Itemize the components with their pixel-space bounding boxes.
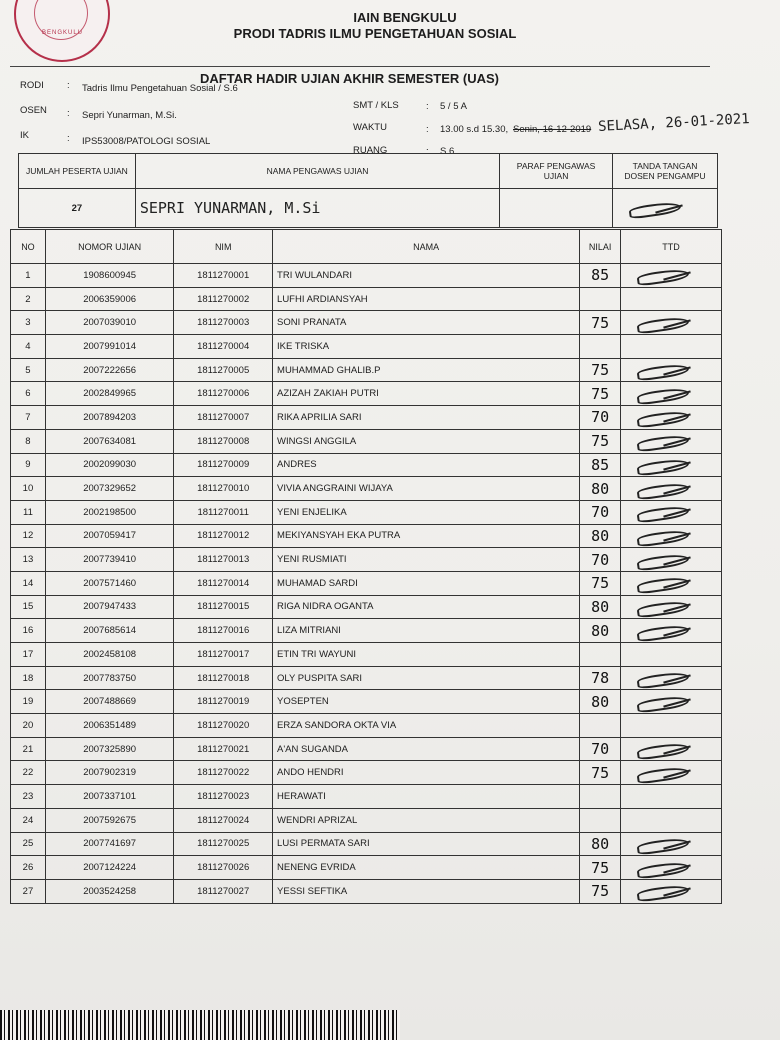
- row-ttd: [621, 358, 722, 382]
- row-no: 17: [11, 643, 46, 667]
- table-row: [11, 666, 722, 690]
- table-row: [11, 643, 722, 667]
- row-nomor-ujian: 2007571460: [45, 571, 173, 595]
- row-nim: 1811270001: [174, 264, 273, 288]
- row-ttd: [621, 382, 722, 406]
- mk-label: IK: [20, 130, 29, 141]
- row-nama: NENENG EVRIDA: [273, 856, 580, 880]
- mk-value: IPS53008/PATOLOGI SOSIAL: [82, 136, 211, 147]
- row-ttd: [621, 832, 722, 856]
- row-nim: 1811270026: [174, 856, 273, 880]
- table-row: [11, 524, 722, 548]
- row-no: 18: [11, 666, 46, 690]
- row-nim: 1811270012: [174, 524, 273, 548]
- row-nama: MUHAMMAD GHALIB.P: [273, 358, 580, 382]
- row-nomor-ujian: 2002198500: [45, 500, 173, 524]
- row-no: 24: [11, 808, 46, 832]
- row-nim: 1811270016: [174, 619, 273, 643]
- row-nilai: 70: [580, 500, 621, 524]
- table-row: [11, 358, 722, 382]
- row-nomor-ujian: 2007337101: [45, 785, 173, 809]
- signature-mark: [633, 410, 703, 424]
- row-nilai: 75: [580, 571, 621, 595]
- row-nama: ERZA SANDORA OKTA VIA: [273, 714, 580, 738]
- signature-mark: [633, 624, 703, 638]
- row-nilai: 75: [580, 311, 621, 335]
- row-nama: RIGA NIDRA OGANTA: [273, 595, 580, 619]
- row-nama: LUSI PERMATA SARI: [273, 832, 580, 856]
- row-ttd: [621, 595, 722, 619]
- signature-mark: [633, 268, 703, 282]
- row-nilai: 80: [580, 595, 621, 619]
- signature-mark: [633, 434, 703, 448]
- logo-text: BENGKULU: [42, 30, 84, 36]
- row-nama: AZIZAH ZAKIAH PUTRI: [273, 382, 580, 406]
- waktu-handwritten-date: SELASA, 26-01-2021: [597, 111, 751, 135]
- signature-mark: [633, 742, 703, 756]
- row-nim: 1811270003: [174, 311, 273, 335]
- table-row: [11, 690, 722, 714]
- signature-mark: [633, 458, 703, 472]
- row-no: 3: [11, 311, 46, 335]
- department-name: PRODI TADRIS ILMU PENGETAHUAN SOSIAL: [233, 26, 517, 41]
- row-nim: 1811270023: [174, 785, 273, 809]
- row-nama: LUFHI ARDIANSYAH: [273, 287, 580, 311]
- barcode-icon: [0, 1010, 400, 1040]
- row-nim: 1811270007: [174, 406, 273, 430]
- row-nim: 1811270014: [174, 571, 273, 595]
- row-nilai: 80: [580, 832, 621, 856]
- row-nim: 1811270018: [174, 666, 273, 690]
- row-no: 25: [11, 832, 46, 856]
- row-no: 26: [11, 856, 46, 880]
- row-ttd: [621, 690, 722, 714]
- row-nomor-ujian: 2007634081: [45, 429, 173, 453]
- table-row: [11, 737, 722, 761]
- ruang-colon: :: [426, 146, 429, 157]
- prodi-label: RODI: [20, 80, 44, 91]
- exam-summary-table: [18, 153, 718, 228]
- col-ttd: TTD: [621, 230, 722, 264]
- row-nim: 1811270015: [174, 595, 273, 619]
- table-row: [11, 595, 722, 619]
- table-row: [11, 619, 722, 643]
- row-nomor-ujian: 2006359006: [45, 287, 173, 311]
- attendance-rows: [11, 264, 722, 904]
- row-nilai: 80: [580, 524, 621, 548]
- table-row: [11, 264, 722, 288]
- table-row: [11, 856, 722, 880]
- row-nilai: 78: [580, 666, 621, 690]
- row-nim: 1811270002: [174, 287, 273, 311]
- row-nilai: 70: [580, 737, 621, 761]
- pengawas-header: NAMA PENGAWAS UJIAN: [135, 154, 499, 189]
- row-nomor-ujian: 2007739410: [45, 548, 173, 572]
- row-nilai: 75: [580, 856, 621, 880]
- prodi-colon: :: [67, 80, 70, 91]
- table-row: [11, 406, 722, 430]
- table-row: [11, 714, 722, 738]
- table-row: [11, 453, 722, 477]
- row-nilai: [580, 785, 621, 809]
- signature-mark: [633, 553, 703, 567]
- row-nilai: [580, 808, 621, 832]
- row-ttd: [621, 761, 722, 785]
- row-nilai: 75: [580, 429, 621, 453]
- signature-mark: [633, 837, 703, 851]
- row-nama: ETIN TRI WAYUNI: [273, 643, 580, 667]
- signature-mark: [633, 766, 703, 780]
- row-nilai: [580, 714, 621, 738]
- row-nim: 1811270008: [174, 429, 273, 453]
- row-nomor-ujian: 2006351489: [45, 714, 173, 738]
- row-nim: 1811270019: [174, 690, 273, 714]
- smt-label: SMT / KLS: [353, 100, 399, 111]
- waktu-label: WAKTU: [353, 122, 387, 133]
- row-no: 6: [11, 382, 46, 406]
- signature-mark: [633, 529, 703, 543]
- signature-mark: [633, 600, 703, 614]
- row-ttd: [621, 666, 722, 690]
- signature-mark: [633, 363, 703, 377]
- dosen-colon: :: [67, 108, 70, 119]
- pengawas-value: SEPRI YUNARMAN, M.Si: [135, 189, 499, 228]
- row-no: 8: [11, 429, 46, 453]
- row-nomor-ujian: 2003524258: [45, 879, 173, 903]
- row-no: 23: [11, 785, 46, 809]
- row-nama: WENDRI APRIZAL: [273, 808, 580, 832]
- smt-value: 5 / 5 A: [440, 101, 467, 112]
- signature-mark: [633, 861, 703, 875]
- row-nim: 1811270009: [174, 453, 273, 477]
- row-nomor-ujian: 2007329652: [45, 477, 173, 501]
- table-row: [11, 335, 722, 359]
- row-nilai: 70: [580, 548, 621, 572]
- row-nim: 1811270027: [174, 879, 273, 903]
- row-nama: ANDO HENDRI: [273, 761, 580, 785]
- row-no: 1: [11, 264, 46, 288]
- table-row: [11, 477, 722, 501]
- row-nim: 1811270011: [174, 500, 273, 524]
- col-no: NO: [11, 230, 46, 264]
- row-nilai: 70: [580, 406, 621, 430]
- row-nilai: 80: [580, 477, 621, 501]
- jumlah-value: 27: [19, 189, 136, 228]
- row-nilai: 75: [580, 761, 621, 785]
- row-nama: YENI ENJELIKA: [273, 500, 580, 524]
- row-no: 21: [11, 737, 46, 761]
- row-no: 7: [11, 406, 46, 430]
- row-nomor-ujian: 2007325890: [45, 737, 173, 761]
- signature-mark: [633, 505, 703, 519]
- row-nim: 1811270006: [174, 382, 273, 406]
- row-no: 4: [11, 335, 46, 359]
- row-ttd: [621, 643, 722, 667]
- row-nama: WINGSI ANGGILA: [273, 429, 580, 453]
- header-divider: [10, 66, 710, 67]
- smt-colon: :: [426, 101, 429, 112]
- row-ttd: [621, 808, 722, 832]
- row-ttd: [621, 619, 722, 643]
- row-nama: YENI RUSMIATI: [273, 548, 580, 572]
- row-nomor-ujian: 2007222656: [45, 358, 173, 382]
- row-ttd: [621, 500, 722, 524]
- row-nomor-ujian: 2007059417: [45, 524, 173, 548]
- dosen-signature: [613, 189, 718, 228]
- row-nama: A'AN SUGANDA: [273, 737, 580, 761]
- paraf-cell: [500, 189, 613, 228]
- row-ttd: [621, 264, 722, 288]
- row-no: 20: [11, 714, 46, 738]
- row-ttd: [621, 785, 722, 809]
- table-row: [11, 548, 722, 572]
- row-nim: 1811270017: [174, 643, 273, 667]
- row-ttd: [621, 335, 722, 359]
- dosen-label: OSEN: [20, 105, 47, 116]
- row-ttd: [621, 737, 722, 761]
- row-nomor-ujian: 2007902319: [45, 761, 173, 785]
- table-row: [11, 761, 722, 785]
- row-nim: 1811270010: [174, 477, 273, 501]
- row-nomor-ujian: 2002099030: [45, 453, 173, 477]
- row-nama: RIKA APRILIA SARI: [273, 406, 580, 430]
- col-nomor-ujian: NOMOR UJIAN: [45, 230, 173, 264]
- waktu-value: 13.00 s.d 15.30,: [440, 124, 509, 135]
- dosen-value: Sepri Yunarman, M.Si.: [82, 110, 177, 121]
- col-nilai: NILAI: [580, 230, 621, 264]
- row-nilai: 75: [580, 382, 621, 406]
- row-ttd: [621, 311, 722, 335]
- signature-mark: [633, 695, 703, 709]
- row-ttd: [621, 856, 722, 880]
- row-nim: 1811270024: [174, 808, 273, 832]
- table-row: [11, 785, 722, 809]
- row-nama: YOSEPTEN: [273, 690, 580, 714]
- row-nilai: [580, 335, 621, 359]
- signature-mark: [633, 671, 703, 685]
- row-nilai: 75: [580, 879, 621, 903]
- row-ttd: [621, 524, 722, 548]
- row-nomor-ujian: 2002849965: [45, 382, 173, 406]
- row-nomor-ujian: 2007947433: [45, 595, 173, 619]
- row-nama: ANDRES: [273, 453, 580, 477]
- attendance-table: [10, 229, 722, 904]
- row-nilai: 80: [580, 619, 621, 643]
- table-row: [11, 832, 722, 856]
- row-nama: SONI PRANATA: [273, 311, 580, 335]
- signature-mark: [633, 884, 703, 898]
- row-nomor-ujian: 2007592675: [45, 808, 173, 832]
- row-nomor-ujian: 2007894203: [45, 406, 173, 430]
- ruang-value: S.6: [440, 146, 455, 157]
- row-ttd: [621, 453, 722, 477]
- row-ttd: [621, 571, 722, 595]
- row-ttd: [621, 429, 722, 453]
- row-no: 10: [11, 477, 46, 501]
- row-nim: 1811270021: [174, 737, 273, 761]
- row-ttd: [621, 287, 722, 311]
- row-no: 9: [11, 453, 46, 477]
- row-nama: HERAWATI: [273, 785, 580, 809]
- row-nomor-ujian: 1908600945: [45, 264, 173, 288]
- row-nim: 1811270022: [174, 761, 273, 785]
- page-title: DAFTAR HADIR UJIAN AKHIR SEMESTER (UAS): [200, 71, 499, 86]
- row-ttd: [621, 548, 722, 572]
- row-no: 16: [11, 619, 46, 643]
- row-nama: YESSI SEFTIKA: [273, 879, 580, 903]
- waktu-struck-date: Senin, 16-12-2019: [513, 124, 592, 135]
- row-nomor-ujian: 2007783750: [45, 666, 173, 690]
- paraf-header: PARAF PENGAWAS UJIAN: [500, 154, 613, 189]
- row-no: 14: [11, 571, 46, 595]
- table-row: [11, 808, 722, 832]
- row-nilai: 80: [580, 690, 621, 714]
- table-row: [11, 429, 722, 453]
- row-no: 13: [11, 548, 46, 572]
- row-nomor-ujian: 2007685614: [45, 619, 173, 643]
- row-ttd: [621, 879, 722, 903]
- row-nilai: [580, 287, 621, 311]
- table-row: [11, 879, 722, 903]
- row-nomor-ujian: 2007039010: [45, 311, 173, 335]
- waktu-colon: :: [426, 124, 429, 135]
- row-nomor-ujian: 2002458108: [45, 643, 173, 667]
- row-nim: 1811270013: [174, 548, 273, 572]
- institution-name: IAIN BENGKULU: [353, 10, 457, 25]
- row-nilai: 85: [580, 453, 621, 477]
- table-row: [11, 311, 722, 335]
- table-row: [11, 287, 722, 311]
- table-row: [11, 500, 722, 524]
- row-no: 27: [11, 879, 46, 903]
- row-nama: MUHAMAD SARDI: [273, 571, 580, 595]
- ttd-dosen-header: TANDA TANGAN DOSEN PENGAMPU: [613, 154, 718, 189]
- row-nama: TRI WULANDARI: [273, 264, 580, 288]
- row-nama: OLY PUSPITA SARI: [273, 666, 580, 690]
- jumlah-header: JUMLAH PESERTA UJIAN: [19, 154, 136, 189]
- row-nilai: 85: [580, 264, 621, 288]
- col-nama: NAMA: [273, 230, 580, 264]
- row-nomor-ujian: 2007124224: [45, 856, 173, 880]
- row-no: 5: [11, 358, 46, 382]
- row-nomor-ujian: 2007991014: [45, 335, 173, 359]
- row-ttd: [621, 714, 722, 738]
- row-ttd: [621, 406, 722, 430]
- row-no: 22: [11, 761, 46, 785]
- row-nilai: [580, 643, 621, 667]
- row-nim: 1811270020: [174, 714, 273, 738]
- ruang-label: RUANG: [353, 145, 388, 156]
- table-row: [11, 382, 722, 406]
- row-no: 12: [11, 524, 46, 548]
- row-nomor-ujian: 2007488669: [45, 690, 173, 714]
- signature-mark: [633, 316, 703, 330]
- row-nomor-ujian: 2007741697: [45, 832, 173, 856]
- table-row: [11, 571, 722, 595]
- row-nim: 1811270005: [174, 358, 273, 382]
- row-ttd: [621, 477, 722, 501]
- row-nim: 1811270025: [174, 832, 273, 856]
- signature-mark: [633, 576, 703, 590]
- row-no: 19: [11, 690, 46, 714]
- row-no: 15: [11, 595, 46, 619]
- row-nama: VIVIA ANGGRAINI WIJAYA: [273, 477, 580, 501]
- row-nama: LIZA MITRIANI: [273, 619, 580, 643]
- row-nama: IKE TRISKA: [273, 335, 580, 359]
- row-no: 11: [11, 500, 46, 524]
- signature-mark: [625, 201, 695, 215]
- signature-mark: [633, 387, 703, 401]
- prodi-value: Tadris Ilmu Pengetahuan Sosial / S.6: [82, 83, 238, 94]
- row-nilai: 75: [580, 358, 621, 382]
- row-nama: MEKIYANSYAH EKA PUTRA: [273, 524, 580, 548]
- col-nim: NIM: [174, 230, 273, 264]
- mk-colon: :: [67, 133, 70, 144]
- row-no: 2: [11, 287, 46, 311]
- row-nim: 1811270004: [174, 335, 273, 359]
- signature-mark: [633, 482, 703, 496]
